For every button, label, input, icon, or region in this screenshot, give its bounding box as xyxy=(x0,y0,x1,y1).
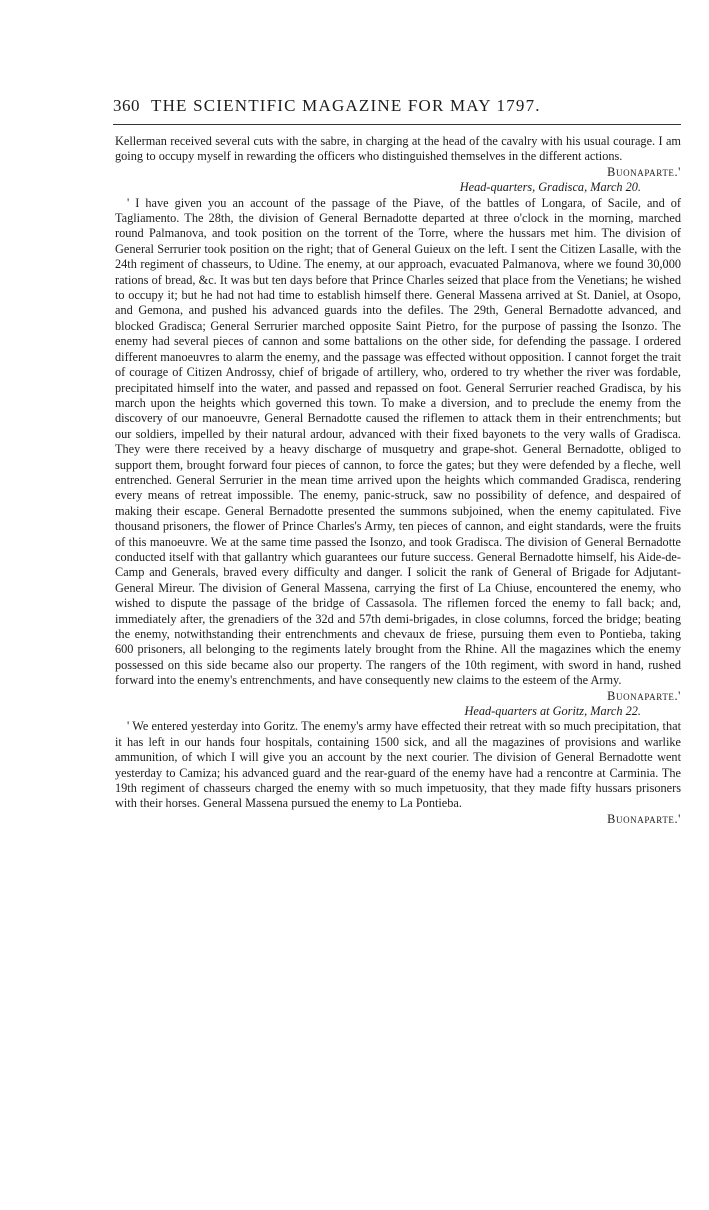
page-number: 360 xyxy=(113,96,140,115)
paragraph-1 xyxy=(115,134,681,165)
paragraph-2-text: ' I have given you an account of the passage of the Piave, of the battles of Longara, of Sacile, and of Tagliamento. The 28th, the division of General Bernadotte departed at three o'clock in the morning, marched round Palmanova, and took position on the torrent of the Torre, where the hussars met him. The division of General Serrurier took position on the right; that of General Guieux on the left. I sent the Citizen Lasalle, with the 24th regiment of chasseurs, to Udine. The enemy, at our approach, evacuated Palmanova, where we found 30,000 rations of bread, &c. It was but ten days before that Prince Charles seized that place from the Venetians; he wished to occupy it; but he had not had time to establish himself there. General Massena arrived at St. Daniel, at Osopo, and Gemona, and pushed his advanced guards into the defiles. The 29th, General Bernadotte advanced, and blocked Gradisca; General Serrurier marched opposite Saint Pietro, for the purpose of passing the Isonzo. The enemy had several pieces of cannon and some battalions on the other side, for defending the passage. I ordered different manoeuvres to alarm the enemy, and the passage was effected without opposition. I cannot forget the trait of courage of Citizen Androssy, chief of brigade of artillery, who, ordered to try whether the river was fordable, precipitated himself into the water, and passed and repassed on foot. General Serrurier reached Gradisca, by his march upon the heights which governed this town. To make a diversion, and to preclude the enemy from the discovery of our manoeuvre, General Bernadotte caused the riflemen to attack them in their entrenchments; but our soldiers, impelled by their natural ardour, advanced with their fixed bayonets to the very walls of Gradisca. They were there received by a heavy discharge of musquetry and grape-shot. General Bernadotte, obliged to support them, brought forward four pieces of cannon, to force the gates; but they were defended by a fleche, well entrenched. General Serrurier in the mean time arrived upon the heights which commanded Gradisca, rendering every means of retreat impossible. The enemy, panic-struck, saw no possibility of defence, and despaired of making their escape. General Bernadotte presented the summons subjoined, when the enemy capitulated. Five thousand prisoners, the flower of Prince Charles's Army, ten pieces of cannon, and eight standards, were the fruits of this manoeuvre. We at the same time passed the Isonzo, and took Gradisca. The division of General Bernadotte conducted itself with that gallantry which guarantees our future success. General Bernadotte himself, his Aide-de-Camp and Generals, braved every difficulty and danger. I solicit the rank of General of Brigade for Adjutant-General Mireur. The division of General Massena, carrying the first of La Chiuse, encountered the enemy, who wished to dispute the passage of the bridge of Cassasola. The riflemen forced the enemy to fall back; and, immediately after, the grenadiers of the 32d and 57th demi-brigades, in close columns, forced the bridge; beating the enemy, notwithstanding their entrenchments and chevaux de friese, pursuing them even to Pontieba, taking 600 prisoners, all belonging to the regiments lately brought from the Rhine. All the magazines which the enemy possessed on this side became also our property. The rangers of the 10th regiment, with sword in hand, rushed forward into the enemy's entrenchments, and have consequently new claims to the esteem of the Army. xyxy=(115,195,681,688)
paragraph-2 xyxy=(115,196,681,689)
paragraph-1-text: Kellerman received several cuts with the sabre, in charging at the head of the cavalry with his usual courage. I am going to occupy myself in rewarding the officers who distinguished themselves in the different actions. xyxy=(115,134,681,164)
running-title: THE SCIENTIFIC MAGAZINE FOR MAY 1797. xyxy=(151,96,541,115)
dateline-1: Head-quarters, Gradisca, March 20. xyxy=(459,180,641,195)
paragraph-3 xyxy=(115,719,681,811)
page-header xyxy=(113,96,681,124)
article-body xyxy=(115,134,681,827)
signature-2: Buonaparte.' xyxy=(607,688,681,703)
signature-3: Buonaparte.' xyxy=(607,811,681,826)
dateline-2: Head-quarters at Goritz, March 22. xyxy=(464,704,641,719)
paragraph-3-text: ' We entered yesterday into Goritz. The enemy's army have effected their retreat with so much precipitation, that it has left in our hands four hospitals, containing 1500 sick, and all the magazines of provisions and warlike ammunition, of which I will give you an account by the next courier. The division of General Bernadotte went yesterday to Camiza; his advanced guard and the rear-guard of the enemy have had a rencontre at Carminia. The 19th regiment of chasseurs charged the enemy with so much impetuosity, that they made fifty hussars prisoners with their horses. General Massena pursued the enemy to La Pontieba. xyxy=(115,719,681,811)
header-rule xyxy=(113,124,681,125)
signature-1: Buonaparte.' xyxy=(607,164,681,179)
